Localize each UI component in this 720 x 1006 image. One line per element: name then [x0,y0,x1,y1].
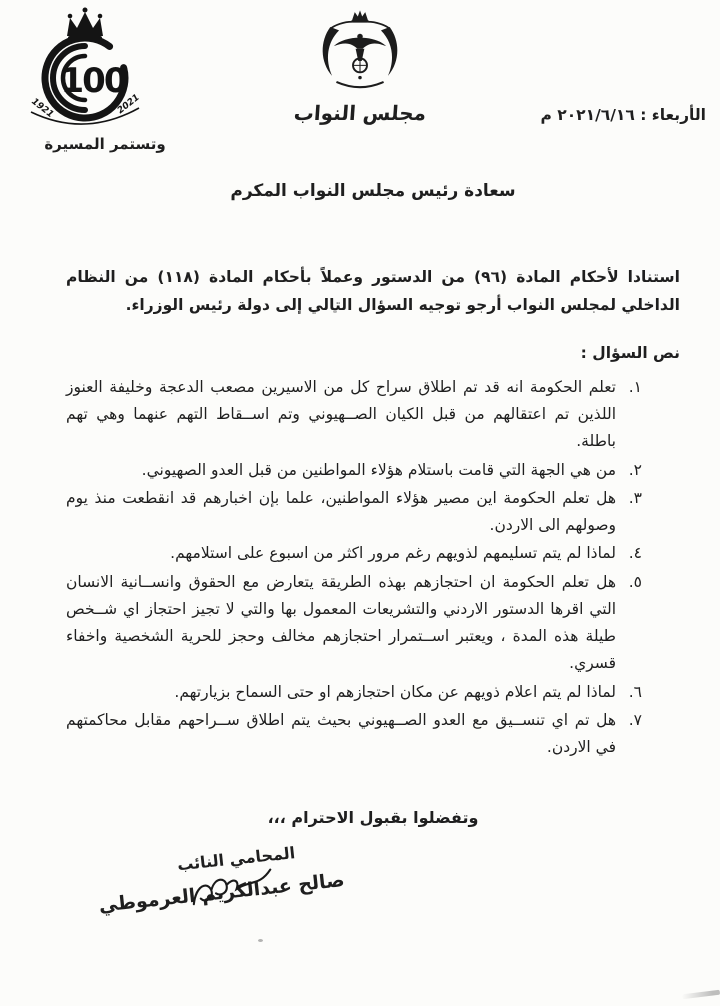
question-number: ٧. [628,710,642,729]
signature-block [92,838,348,917]
question-text: تعلم الحكومة انه قد تم اطلاق سراح كل من الاسيرين مصعب الدعجة وخليفة العنوز اللذين تم اعتقالهم من قبل الكيان الصــهيوني وتم اســقاط التهم عنهما وهي تهم باطلة. [66,377,616,451]
question-number: ٥. [628,572,642,591]
question-text: من هي الجهة التي قامت باستلام هؤلاء المواطنين من قبل العدو الصهيوني. [141,460,616,479]
questions-list [66,374,642,762]
question-item [66,457,642,484]
scan-artifact [682,990,720,1000]
question-text: لماذا لم يتم اعلام ذويهم عن مكان احتجازهم او حتى السماح بزيارتهم. [174,682,616,701]
scan-speck [333,310,337,313]
emblem-caption: مجلس النواب [293,101,427,125]
question-number: ١. [628,377,642,396]
question-text: هل تعلم الحكومة اين مصير هؤلاء المواطنين، علما بإن اخبارهم قد انقطعت منذ يوم وصولهم الى الاردن. [66,488,616,535]
question-item [66,707,642,762]
scan-speck [258,939,263,942]
intro-paragraph: استنادا لأحكام المادة (٩٦) من الدستور وعملاً بأحكام المادة (١١٨) من النظام الداخلي لمجلس النواب أرجو توجيه السؤال التالي إلى دولة رئيس الوزراء. [66,267,680,314]
letter-date: الأربعاء : ٢٠٢١/٦/١٦ م [540,106,706,124]
question-label: نص السؤال : [580,343,680,362]
question-number: ٢. [628,460,642,479]
question-text: لماذا لم يتم تسليمهم لذويهم رغم مرور اكثر من اسبوع على استلامهم. [170,544,616,563]
question-text: هل تم اي تنســيق مع العدو الصــهيوني بحيث يتم اطلاق ســراحهم مقابل محاكمتهم في الاردن. [66,710,616,757]
question-text: هل تعلم الحكومة ان احتجازهم بهذه الطريقة يتعارض مع الحقوق وانســانية الانسان التي اقرها الدستور الاردني والتشريعات المعمول بها والتي لا تجيز احتجاز اي شــخص طيلة هذه المدة ، ويعتبر اســتمرار احتجازهم مخالف وحجز للحرية الشخصية واخفاء قسري. [66,572,616,673]
question-number: ٣. [628,488,642,507]
question-number: ٦. [628,682,642,701]
question-number: ٤. [628,544,642,563]
question-item [66,569,642,678]
question-item [66,540,642,567]
centennial-number: 100 [60,61,126,101]
question-item [66,374,642,456]
centennial-tagline: وتستمر المسيرة [44,135,166,153]
salutation: سعادة رئيس مجلس النواب المكرم [230,181,516,201]
year-right: 2021 [115,92,142,117]
signer-name: صالح عبدالكريم العرموطي [97,868,346,917]
closing-line: وتفضلوا بقبول الاحترام ،،، [267,807,479,827]
year-left: 1921 [29,96,56,121]
signer-title: المحامي النائب [176,842,296,875]
question-item [66,679,642,706]
question-item [66,485,642,540]
